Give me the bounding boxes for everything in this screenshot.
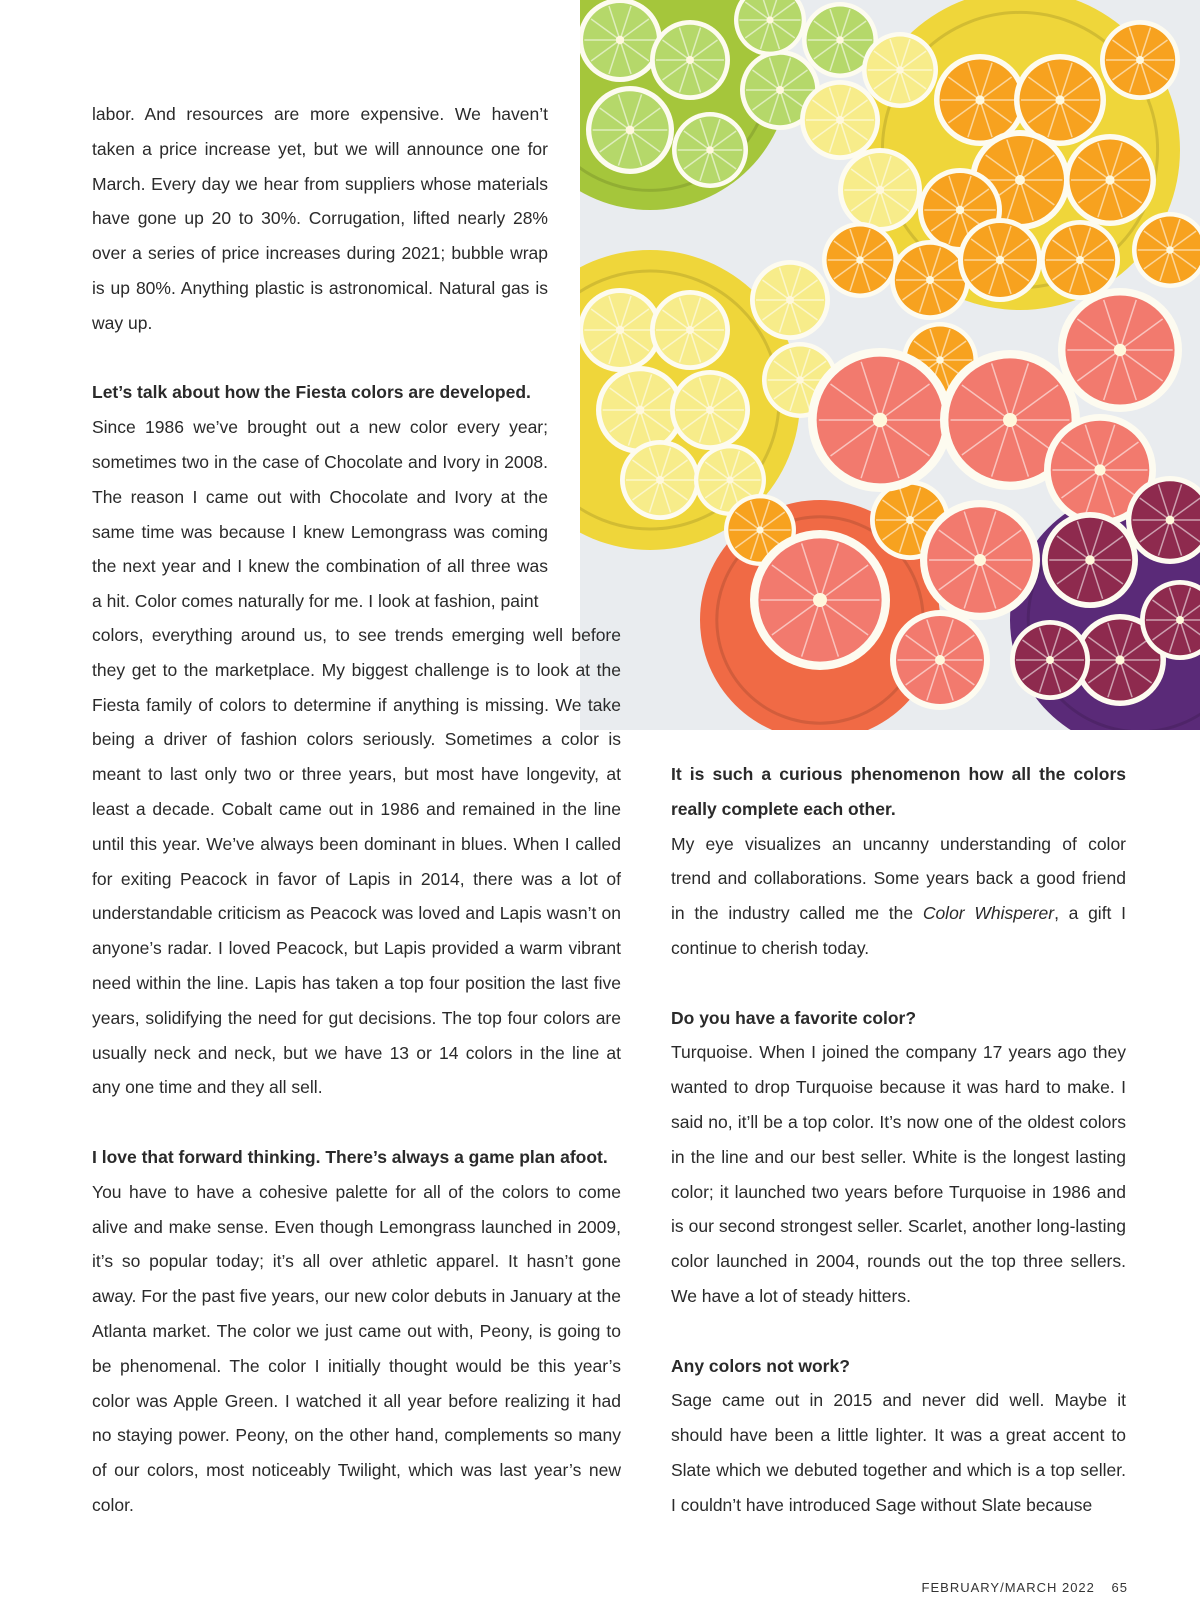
interview-question: Do you have a favorite color? (671, 1007, 917, 1028)
interview-answer: Sage came out in 2015 and never did well. Maybe it should have been a little lighter. It was a great accent to Slate which we debuted together and which is a top seller. I couldn’t have introduced Sage without Slate because (671, 1390, 1126, 1515)
citrus-core (686, 326, 694, 334)
interview-answer: You have to have a cohesive palette for all of the colors to come alive and make sense. Even though Lemongrass launched in 2009, it’s so popular today; it’s all over athletic apparel. It hasn’t gone away. For the past five years, our new color debuts in January at the Atlanta market. The color we just came out with, Peony, is going to be phenomenal. The color I initially thought would be this year’s color was Apple Green. I watched it all year before realizing it had no staying power. Peony, on the other hand, complements so many of our colors, most noticeably Twilight, which was last year’s new color. (92, 1181, 621, 1515)
citrus-core (996, 256, 1004, 264)
citrus-core (1085, 555, 1095, 565)
citrus-core (935, 655, 945, 665)
citrus-core (706, 146, 714, 154)
citrus-photo-illustration (580, 0, 1200, 730)
citrus-core (796, 376, 804, 384)
citrus-core (756, 526, 763, 533)
citrus-core (776, 86, 784, 94)
citrus-core (636, 406, 645, 415)
interview-answer: Turquoise. When I joined the company 17 years ago they wanted to drop Turquoise because it was hard to make. I said no, it’ll be a top color. It’s now one of the oldest colors in the line and our best seller. White is the longest lasting color; it launched two years before Turquoise in 1986 and is our second strongest seller. Scarlet, another long-lasting color launched in 2004, rounds out the top three sellers. We have a lot of steady hitters. (671, 1042, 1126, 1306)
citrus-core (1176, 616, 1184, 624)
citrus-core (975, 95, 984, 104)
citrus-core (1094, 464, 1105, 475)
citrus-core (836, 116, 844, 124)
page-footer (922, 1580, 1128, 1595)
article-column-upper-left (92, 97, 548, 619)
citrus-core (1046, 656, 1054, 664)
article-column-right (671, 757, 1126, 1523)
paragraph-spacer (92, 341, 548, 376)
citrus-core (813, 593, 827, 607)
citrus-core (766, 16, 773, 23)
citrus-slices-photo (580, 0, 1200, 730)
interview-answer: Since 1986 we’ve brought out a new color every year; sometimes two in the case of Chocolate and Ivory in 2008. The reason I came out with Chocolate and Ivory at the same time was because I knew Lemongrass was coming the next year and I knew the combination of all three was a hit. Color comes naturally for me. I look at fashion, paint (92, 417, 548, 612)
paragraph-spacer (671, 966, 1126, 1001)
citrus-core (1015, 175, 1025, 185)
citrus-core (1105, 175, 1114, 184)
citrus-core (1166, 246, 1174, 254)
citrus-core (1114, 344, 1126, 356)
interview-question: It is such a curious phenomenon how all the colors really complete each other. (671, 764, 1126, 819)
interview-question: Let’s talk about how the Fiesta colors are developed. (92, 382, 531, 403)
citrus-core (906, 516, 914, 524)
citrus-core (726, 476, 733, 483)
citrus-core (626, 126, 635, 135)
interview-answer: My eye visualizes an uncanny understanding of color trend and collaborations. Some years back a good friend in the industry called me the Color Whisperer, a gift I continue to cherish today. (671, 833, 1126, 958)
article-column-lower-left (92, 618, 621, 1523)
interview-answer: colors, everything around us, to see trends emerging well before they get to the marketplace. My biggest challenge is to look at the Fiesta family of colors to determine if anything is missing. We take being a driver of fashion colors seriously. Sometimes a color is meant to last only two or three years, but most have longevity, at least a decade. Cobalt came out in 1986 and remained in the line until this year. We’ve always been dominant in blues. When I called for exiting Peacock in favor of Lapis in 2014, there was a lot of understandable criticism as Peacock was loved and Lapis wasn’t on anyone’s radar. I loved Peacock, but Lapis provided a warm vibrant need within the line. Lapis has taken a top four position the last five years, solidifying the need for gut decisions. The top four colors are usually neck and neck, but we have 13 or 14 colors in the line at any one time and they all sell. (92, 625, 621, 1098)
citrus-core (616, 326, 624, 334)
interview-answer: labor. And resources are more expensive. We haven’t taken a price increase yet, but we will announce one for March. Every day we hear from suppliers whose materials have gone up 20 to 30%. Corrugation, lifted nearly 28% over a series of price increases during 2021; bubble wrap is up 80%. Anything plastic is astronomical. Natural gas is way up. (92, 104, 548, 333)
citrus-core (974, 554, 986, 566)
page-number: 65 (1111, 1580, 1128, 1595)
citrus-core (1115, 655, 1124, 664)
paragraph-spacer (92, 1105, 621, 1140)
citrus-core (926, 276, 934, 284)
citrus-core (873, 413, 887, 427)
citrus-core (1166, 516, 1175, 525)
citrus-core (706, 406, 714, 414)
citrus-core (896, 66, 904, 74)
citrus-core (936, 356, 944, 364)
citrus-core (836, 36, 844, 44)
interview-question: Any colors not work? (671, 1355, 850, 1376)
citrus-core (1055, 95, 1064, 104)
citrus-core (786, 296, 794, 304)
citrus-core (1003, 413, 1017, 427)
issue-date: FEBRUARY/MARCH 2022 (921, 1580, 1095, 1595)
interview-question: I love that forward thinking. There’s always a game plan afoot. (92, 1146, 608, 1167)
citrus-core (656, 476, 664, 484)
citrus-core (856, 256, 864, 264)
citrus-core (1136, 56, 1144, 64)
citrus-core (956, 206, 964, 214)
citrus-core (1076, 256, 1084, 264)
paragraph-spacer (671, 1314, 1126, 1349)
citrus-core (686, 56, 694, 64)
citrus-core (616, 36, 624, 44)
citrus-core (876, 186, 884, 194)
